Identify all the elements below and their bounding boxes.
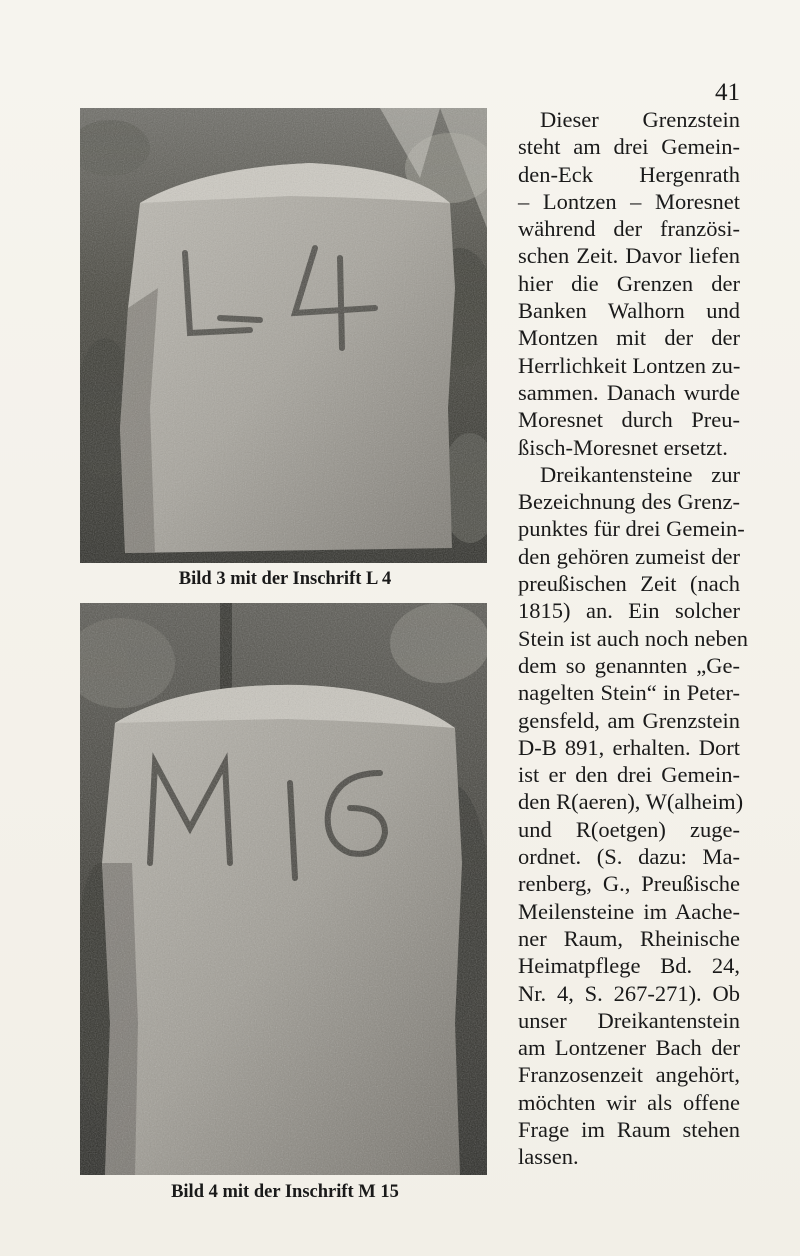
text-line: Frage im Raum stehen [518, 1116, 740, 1142]
text-line: D-B 891, erhalten. Dort [518, 734, 740, 760]
figure-caption-1: Bild 3 mit der Inschrift L 4 [178, 569, 392, 589]
text-line: Stein ist auch noch neben [518, 625, 748, 651]
text-line: sammen. Danach wurde [518, 379, 740, 405]
text-line: preußischen Zeit (nach [518, 571, 740, 597]
text-line: ist er den drei Gemein- [518, 762, 740, 788]
text-line: Bezeichnung des Grenz- [518, 489, 740, 515]
text-line: Banken Walhorn und [518, 298, 740, 324]
text-line: am Lontzener Bach der [518, 1035, 740, 1061]
text-line: Franzosenzeit angehört, [518, 1062, 740, 1088]
text-line: und R(oetgen) zuge- [518, 816, 740, 842]
text-line: 1815) an. Ein solcher [518, 598, 740, 624]
text-line: – Lontzen – Moresnet [518, 188, 740, 214]
boundary-stone-photo-m15 [80, 603, 487, 1175]
text-line: möchten wir als offene [518, 1089, 740, 1115]
text-line: Heimatpflege Bd. 24, [518, 953, 740, 979]
text-line: schen Zeit. Davor liefen [518, 243, 740, 269]
text-line: lassen. [518, 1144, 579, 1170]
text-line: Nr. 4, S. 267-271). Ob [518, 980, 740, 1006]
text-line: Dieser Grenzstein [540, 107, 740, 132]
body-text [518, 106, 748, 1171]
text-line: den gehören zumeist der [518, 543, 740, 569]
text-line: den R(aeren), W(alheim) [518, 789, 744, 815]
text-line: punktes für drei Gemein- [518, 516, 745, 542]
text-line: Montzen mit der der [518, 325, 740, 351]
page-number: 41 [715, 79, 740, 106]
boundary-stone-photo-l4 [80, 108, 487, 563]
text-line: dem so genannten „Ge- [518, 652, 740, 678]
text-line: unser Dreikantenstein [518, 1007, 740, 1033]
text-line: Herrlichkeit Lontzen zu- [518, 352, 741, 378]
text-line: Dreikantensteine zur [540, 461, 740, 487]
text-line: ner Raum, Rheinische [518, 925, 740, 951]
text-line: Meilensteine im Aache- [518, 898, 740, 924]
figure-caption-2: Bild 4 mit der Inschrift M 15 [171, 1182, 399, 1202]
text-line: nagelten Stein“ in Peter- [518, 680, 740, 706]
text-line: ßisch-Moresnet ersetzt. [518, 434, 728, 460]
text-line: Moresnet durch Preu- [518, 407, 740, 433]
text-line: renberg, G., Preußische [518, 871, 740, 897]
text-line: steht am drei Gemein- [518, 134, 740, 160]
text-line: während der französi- [518, 216, 740, 242]
text-line: ordnet. (S. dazu: Ma- [518, 844, 740, 870]
text-line: gensfeld, am Grenzstein [518, 707, 740, 733]
text-line: den-Eck Hergenrath [518, 161, 740, 187]
text-line: hier die Grenzen der [518, 270, 740, 296]
